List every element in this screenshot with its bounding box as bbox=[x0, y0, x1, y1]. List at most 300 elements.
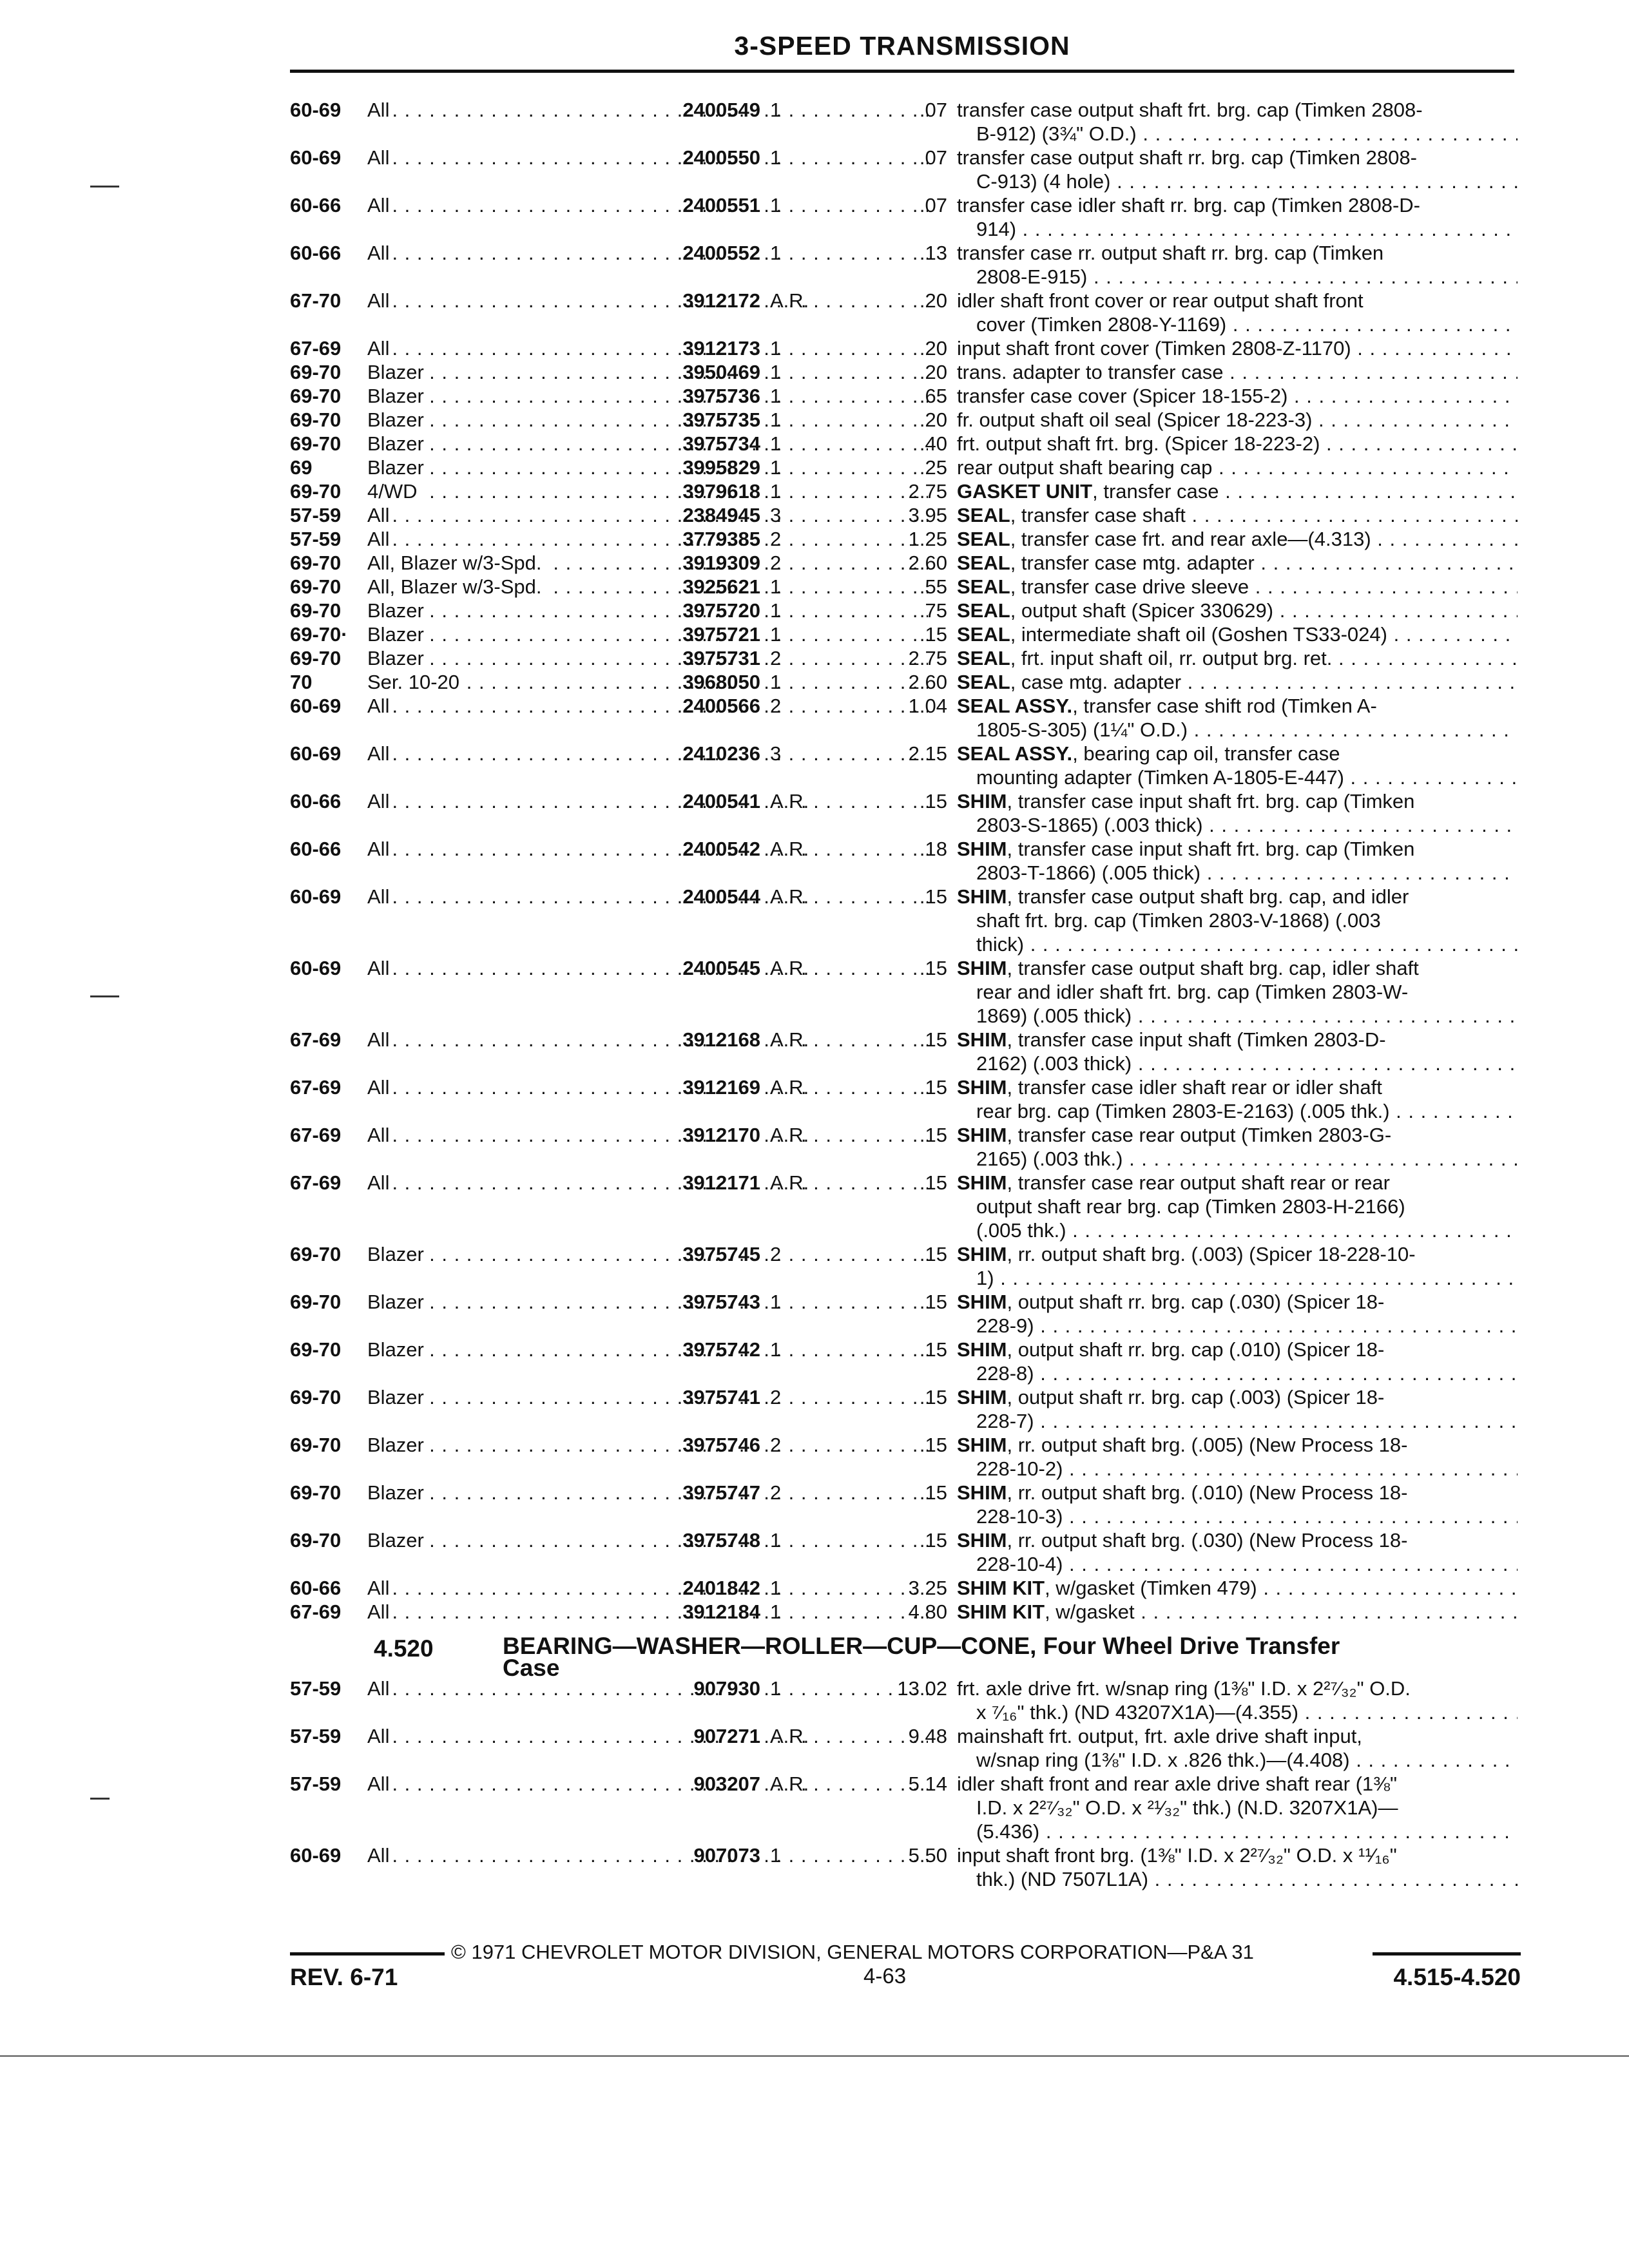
copyright-notice: © 1971 CHEVROLET MOTOR DIVISION, GENERAL MOTORS CORPORATION—P&A 31 bbox=[451, 1941, 1254, 1963]
row-years: 69-70 bbox=[290, 1434, 342, 1456]
description-keyword: SHIM bbox=[957, 1171, 1007, 1194]
row-application bbox=[367, 670, 928, 694]
description-line: SHIM KIT, w/gasket . . . bbox=[957, 1600, 1518, 1624]
row-quantity: 1 bbox=[770, 1843, 841, 1867]
row-price: 3.25 bbox=[908, 1577, 947, 1599]
description-keyword: SHIM KIT bbox=[957, 1600, 1045, 1623]
row-quantity: 1 bbox=[770, 456, 841, 479]
table-row bbox=[290, 360, 1527, 384]
row-years: 60-69 bbox=[290, 742, 342, 765]
row-application bbox=[367, 146, 928, 169]
description-keyword: SHIM bbox=[957, 1529, 1007, 1552]
row-description bbox=[957, 1433, 1518, 1481]
description-keyword: SEAL bbox=[957, 671, 1010, 693]
row-years: 69-70 bbox=[290, 1529, 342, 1552]
row-quantity: A.R. bbox=[770, 789, 841, 813]
row-price: .75 bbox=[919, 599, 947, 622]
row-application bbox=[367, 551, 928, 575]
page-title: 3-SPEED TRANSMISSION bbox=[734, 31, 1070, 61]
row-part-number: 3912171 bbox=[651, 1171, 760, 1195]
row-quantity: 2 bbox=[770, 1242, 841, 1266]
description-keyword: SHIM bbox=[957, 1124, 1007, 1146]
table-row bbox=[290, 527, 1527, 551]
row-part-number: 3950469 bbox=[651, 360, 760, 384]
row-application bbox=[367, 1481, 928, 1504]
row-application-text: All bbox=[367, 1028, 393, 1051]
row-quantity: 3 bbox=[770, 503, 841, 527]
row-application bbox=[367, 694, 928, 718]
row-application bbox=[367, 98, 928, 122]
description-line: SHIM, rr. output shaft brg. (.030) (New Process 18- bbox=[957, 1529, 1408, 1552]
row-application bbox=[367, 1385, 928, 1409]
description-line: 2165) (.003 thk.) . . . bbox=[957, 1147, 1518, 1171]
row-description bbox=[957, 408, 1518, 432]
row-quantity: A.R. bbox=[770, 885, 841, 908]
row-years: 69-70 bbox=[290, 361, 342, 383]
row-years: 69-70 bbox=[290, 1386, 342, 1408]
description-line: idler shaft front cover or rear output shaft front bbox=[957, 289, 1364, 312]
row-application bbox=[367, 1123, 928, 1147]
row-price: .15 bbox=[919, 623, 947, 646]
row-description bbox=[957, 646, 1518, 670]
description-line: rear and idler shaft frt. brg. cap (Timken 2803-W- bbox=[976, 981, 1409, 1003]
row-part-number: 2400551 bbox=[651, 193, 760, 217]
row-years: 69-70 bbox=[290, 1481, 342, 1504]
row-application bbox=[367, 456, 928, 479]
table-row bbox=[290, 408, 1527, 432]
row-quantity: 1 bbox=[770, 1528, 841, 1552]
description-line: mainshaft frt. output, frt. axle drive shaft input, bbox=[957, 1725, 1362, 1747]
table-row bbox=[290, 885, 1527, 956]
row-application bbox=[367, 384, 928, 408]
description-line: mounting adapter (Timken A-1805-E-447) . . . bbox=[957, 765, 1518, 789]
description-keyword: SHIM bbox=[957, 838, 1007, 860]
row-application-text: All bbox=[367, 504, 393, 526]
row-application bbox=[367, 1600, 928, 1624]
description-line: input shaft front brg. (1⅜" I.D. x 2²⁷⁄₃₂" O.D. x ¹¹⁄₁₆" bbox=[957, 1844, 1397, 1867]
row-price: .13 bbox=[919, 242, 947, 264]
description-keyword: SEAL bbox=[957, 623, 1010, 646]
row-price: .20 bbox=[919, 408, 947, 431]
description-keyword: SEAL bbox=[957, 647, 1010, 669]
description-line: SHIM, transfer case output shaft brg. cap, and idler bbox=[957, 885, 1409, 908]
row-quantity: A.R. bbox=[770, 1171, 841, 1195]
row-application bbox=[367, 432, 928, 456]
row-application bbox=[367, 1075, 928, 1099]
row-quantity: 1 bbox=[770, 98, 841, 122]
row-part-number: 3979618 bbox=[651, 479, 760, 503]
row-price: .65 bbox=[919, 385, 947, 407]
row-application bbox=[367, 241, 928, 265]
description-line: x ⁷⁄₁₆" thk.) (ND 43207X1A)—(4.355) . . . bbox=[957, 1700, 1518, 1724]
row-application bbox=[367, 1242, 928, 1266]
description-line: SHIM, output shaft rr. brg. cap (.003) (Spicer 18- bbox=[957, 1386, 1385, 1408]
description-line: output shaft rear brg. cap (Timken 2803-H-2166) bbox=[976, 1195, 1405, 1218]
row-years: 67-70 bbox=[290, 289, 342, 312]
row-price: .07 bbox=[919, 99, 947, 121]
row-years: 60-66 bbox=[290, 194, 342, 216]
row-part-number: 3975745 bbox=[651, 1242, 760, 1266]
description-keyword: SHIM bbox=[957, 957, 1007, 979]
row-description bbox=[957, 1338, 1518, 1385]
description-line: SHIM, transfer case output shaft brg. cap, idler shaft bbox=[957, 957, 1419, 979]
row-description bbox=[957, 1576, 1518, 1600]
row-part-number: 2384945 bbox=[651, 503, 760, 527]
description-line: I.D. x 2²⁷⁄₃₂" O.D. x ²¹⁄₃₂" thk.) (N.D. 3207X1A)— bbox=[976, 1796, 1398, 1819]
row-price: .25 bbox=[919, 456, 947, 479]
row-years: 67-69 bbox=[290, 1600, 342, 1623]
description-line: SHIM, rr. output shaft brg. (.003) (Spicer 18-228-10- bbox=[957, 1243, 1416, 1265]
row-application-text: All bbox=[367, 742, 393, 765]
row-quantity: A.R. bbox=[770, 1028, 841, 1052]
row-description bbox=[957, 670, 1518, 694]
row-description bbox=[957, 742, 1518, 789]
row-quantity: 2 bbox=[770, 551, 841, 575]
row-application bbox=[367, 1028, 928, 1052]
row-description bbox=[957, 336, 1518, 360]
row-years: 67-69 bbox=[290, 1076, 342, 1099]
row-price: .15 bbox=[919, 885, 947, 908]
row-part-number: 2401842 bbox=[651, 1576, 760, 1600]
row-application-text: All bbox=[367, 957, 393, 979]
table-row bbox=[290, 1123, 1527, 1171]
row-part-number: 3975741 bbox=[651, 1385, 760, 1409]
description-line: SEAL, transfer case drive sleeve . . . bbox=[957, 575, 1518, 599]
row-part-number: 2400545 bbox=[651, 956, 760, 980]
row-description bbox=[957, 146, 1518, 193]
row-price: 5.14 bbox=[908, 1773, 947, 1795]
row-years: 57-59 bbox=[290, 1677, 342, 1700]
row-price: 3.95 bbox=[908, 504, 947, 526]
table-row bbox=[290, 622, 1527, 646]
description-line: SEAL, frt. input shaft oil, rr. output brg. ret. . . . bbox=[957, 646, 1518, 670]
description-keyword: SEAL bbox=[957, 528, 1010, 550]
description-keyword: SEAL bbox=[957, 504, 1010, 526]
table-row bbox=[290, 1724, 1527, 1772]
description-line: 1869) (.005 thick) . . . bbox=[957, 1004, 1518, 1028]
row-quantity: 1 bbox=[770, 599, 841, 622]
row-application-text: All bbox=[367, 1577, 393, 1599]
table-row bbox=[290, 289, 1527, 336]
table-row bbox=[290, 384, 1527, 408]
row-quantity: 2 bbox=[770, 527, 841, 551]
row-application-text: All bbox=[367, 528, 393, 550]
row-description bbox=[957, 503, 1518, 527]
row-price: .15 bbox=[919, 1124, 947, 1146]
footer-rule-right bbox=[1373, 1952, 1521, 1956]
row-quantity: 3 bbox=[770, 742, 841, 765]
header-rule bbox=[290, 70, 1514, 73]
description-line: 2162) (.003 thick) . . . bbox=[957, 1052, 1518, 1075]
row-application-text: Blazer bbox=[367, 361, 428, 383]
description-line: SHIM, rr. output shaft brg. (.005) (New Process 18- bbox=[957, 1434, 1408, 1456]
description-line: SEAL, transfer case mtg. adapter . . . bbox=[957, 551, 1518, 575]
row-application-text: All bbox=[367, 1844, 393, 1867]
row-application bbox=[367, 193, 928, 217]
row-price: 5.50 bbox=[908, 1844, 947, 1867]
row-part-number: 3912170 bbox=[651, 1123, 760, 1147]
row-years: 69-70 bbox=[290, 1243, 342, 1265]
row-years: 70 bbox=[290, 671, 313, 693]
row-years: 57-59 bbox=[290, 504, 342, 526]
row-price: 2.15 bbox=[908, 742, 947, 765]
description-line: 228-9) . . . bbox=[957, 1314, 1518, 1338]
description-keyword: SHIM KIT bbox=[957, 1577, 1045, 1599]
row-application-text: Blazer bbox=[367, 432, 428, 455]
row-description bbox=[957, 1171, 1518, 1242]
row-application-text: Blazer bbox=[367, 408, 428, 431]
table-row bbox=[290, 670, 1527, 694]
row-quantity: A.R. bbox=[770, 837, 841, 861]
row-part-number: 3912168 bbox=[651, 1028, 760, 1052]
row-application-text: Blazer bbox=[367, 1243, 428, 1265]
row-description bbox=[957, 694, 1518, 742]
row-price: .20 bbox=[919, 361, 947, 383]
row-part-number: 2400542 bbox=[651, 837, 760, 861]
description-line: 914) . . . bbox=[957, 217, 1518, 241]
description-line: shaft frt. brg. cap (Timken 2803-V-1868) (.003 bbox=[976, 909, 1381, 932]
row-part-number: 2400549 bbox=[651, 98, 760, 122]
description-line: transfer case idler shaft rr. brg. cap (Timken 2808-D- bbox=[957, 194, 1421, 216]
row-years: 60-66 bbox=[290, 242, 342, 264]
row-years: 60-69 bbox=[290, 99, 342, 121]
row-part-number: 3975731 bbox=[651, 646, 760, 670]
description-line: SHIM, transfer case rear output (Timken 2803-G- bbox=[957, 1124, 1392, 1146]
description-line: 1805-S-305) (1¼" O.D.) . . . bbox=[957, 718, 1518, 742]
table-row bbox=[290, 1028, 1527, 1075]
table-row bbox=[290, 1600, 1527, 1624]
table-row bbox=[290, 1772, 1527, 1843]
row-quantity: 2 bbox=[770, 1385, 841, 1409]
row-price: .15 bbox=[919, 1243, 947, 1265]
row-application-text: Blazer bbox=[367, 1529, 428, 1552]
table-row bbox=[290, 742, 1527, 789]
row-quantity: A.R. bbox=[770, 1075, 841, 1099]
row-application-text: All bbox=[367, 289, 393, 312]
description-line: SEAL ASSY., transfer case shift rod (Timken A- bbox=[957, 695, 1377, 717]
description-keyword: SHIM bbox=[957, 1076, 1007, 1099]
description-line: SHIM, output shaft rr. brg. cap (.030) (Spicer 18- bbox=[957, 1291, 1385, 1313]
row-application-text: 4/WD bbox=[367, 480, 421, 503]
row-application bbox=[367, 1772, 928, 1796]
row-description bbox=[957, 551, 1518, 575]
row-part-number: 3975743 bbox=[651, 1290, 760, 1314]
table-row bbox=[290, 789, 1527, 837]
table-row bbox=[290, 599, 1527, 622]
row-application bbox=[367, 622, 928, 646]
row-years: 69-70 bbox=[290, 480, 342, 503]
row-quantity: 1 bbox=[770, 1600, 841, 1624]
table-row bbox=[290, 1171, 1527, 1242]
row-application-text: Blazer bbox=[367, 599, 428, 622]
table-row bbox=[290, 1528, 1527, 1576]
description-line: 228-10-2) . . . bbox=[957, 1457, 1518, 1481]
row-quantity: 1 bbox=[770, 360, 841, 384]
row-application bbox=[367, 1528, 928, 1552]
table-row bbox=[290, 336, 1527, 360]
row-years: 57-59 bbox=[290, 1773, 342, 1795]
row-years: 69-70 bbox=[290, 1291, 342, 1313]
table-row bbox=[290, 241, 1527, 289]
description-keyword: SHIM bbox=[957, 1481, 1007, 1504]
table-row bbox=[290, 503, 1527, 527]
table-row bbox=[290, 1075, 1527, 1123]
row-application bbox=[367, 646, 928, 670]
row-part-number: 3975747 bbox=[651, 1481, 760, 1504]
row-part-number: 907073 bbox=[651, 1843, 760, 1867]
row-description bbox=[957, 1290, 1518, 1338]
description-line: SHIM, transfer case rear output shaft rear or rear bbox=[957, 1171, 1390, 1194]
description-line: thick) . . . bbox=[957, 932, 1518, 956]
parts-list bbox=[290, 98, 1527, 1891]
section-number: 4.520 bbox=[374, 1635, 434, 1662]
row-price: .15 bbox=[919, 790, 947, 812]
row-price: 2.75 bbox=[908, 480, 947, 503]
row-quantity: A.R. bbox=[770, 1772, 841, 1796]
row-application bbox=[367, 837, 928, 861]
row-years: 57-59 bbox=[290, 1725, 342, 1747]
row-years: 69-70 bbox=[290, 575, 342, 598]
section-range: 4.515-4.520 bbox=[1393, 1964, 1521, 1990]
description-line: GASKET UNIT, transfer case . . . bbox=[957, 479, 1518, 503]
row-description bbox=[957, 1075, 1518, 1123]
section-title-line: BEARING—WASHER—ROLLER—CUP—CONE, Four Wheel Drive Transfer bbox=[503, 1633, 1340, 1659]
row-quantity: 1 bbox=[770, 241, 841, 265]
row-application-text: Blazer bbox=[367, 1386, 428, 1408]
row-application-text: All bbox=[367, 1677, 393, 1700]
row-quantity: 1 bbox=[770, 575, 841, 599]
row-price: 1.25 bbox=[908, 528, 947, 550]
row-application-text: Blazer bbox=[367, 1291, 428, 1313]
row-quantity: A.R. bbox=[770, 289, 841, 312]
row-years: 69-70 bbox=[290, 599, 342, 622]
description-keyword: SHIM bbox=[957, 885, 1007, 908]
description-line: SEAL ASSY., bearing cap oil, transfer case bbox=[957, 742, 1340, 765]
row-quantity: 2 bbox=[770, 646, 841, 670]
row-application-text: All bbox=[367, 885, 393, 908]
table-row bbox=[290, 1242, 1527, 1290]
description-line: SEAL, output shaft (Spicer 330629) . . . bbox=[957, 599, 1518, 622]
row-description bbox=[957, 789, 1518, 837]
table-row bbox=[290, 956, 1527, 1028]
row-application bbox=[367, 503, 928, 527]
row-part-number: 903207 bbox=[651, 1772, 760, 1796]
row-price: .07 bbox=[919, 146, 947, 169]
row-description bbox=[957, 599, 1518, 622]
row-price: .15 bbox=[919, 1529, 947, 1552]
description-line: (.005 thk.) . . . bbox=[957, 1218, 1518, 1242]
description-line: fr. output shaft oil seal (Spicer 18-223-3) . . . bbox=[957, 408, 1518, 432]
description-line: SHIM, transfer case input shaft frt. brg. cap (Timken bbox=[957, 838, 1415, 860]
description-line: (5.436) . . . bbox=[957, 1820, 1518, 1843]
row-description bbox=[957, 241, 1518, 289]
description-line: 2803-T-1866) (.005 thick) . . . bbox=[957, 861, 1518, 885]
row-application bbox=[367, 1576, 928, 1600]
row-application-text: Blazer bbox=[367, 385, 428, 407]
row-description bbox=[957, 1385, 1518, 1433]
table-row bbox=[290, 432, 1527, 456]
description-keyword: SEAL bbox=[957, 599, 1010, 622]
row-description bbox=[957, 575, 1518, 599]
row-quantity: 1 bbox=[770, 336, 841, 360]
description-line: rear brg. cap (Timken 2803-E-2163) (.005 thk.) . . . bbox=[957, 1099, 1518, 1123]
description-line: SHIM, transfer case input shaft (Timken 2803-D- bbox=[957, 1028, 1386, 1051]
row-application bbox=[367, 527, 928, 551]
description-line: SEAL, transfer case frt. and rear axle—(4.313) . . . bbox=[957, 527, 1518, 551]
row-price: .18 bbox=[919, 838, 947, 860]
row-quantity: 1 bbox=[770, 146, 841, 169]
row-description bbox=[957, 456, 1518, 479]
row-part-number: 3975746 bbox=[651, 1433, 760, 1457]
description-line: SHIM, transfer case input shaft frt. brg. cap (Timken bbox=[957, 790, 1415, 812]
description-keyword: GASKET UNIT bbox=[957, 480, 1093, 503]
row-application bbox=[367, 956, 928, 980]
row-description bbox=[957, 289, 1518, 336]
row-price: .15 bbox=[919, 1028, 947, 1051]
row-description bbox=[957, 1242, 1518, 1290]
description-line: 228-10-4) . . . bbox=[957, 1552, 1518, 1576]
row-price: .15 bbox=[919, 1171, 947, 1194]
row-application-text: Blazer bbox=[367, 1434, 428, 1456]
row-price: .40 bbox=[919, 432, 947, 455]
row-part-number: 3968050 bbox=[651, 670, 760, 694]
margin-mark bbox=[90, 995, 119, 997]
row-application bbox=[367, 408, 928, 432]
row-quantity: 1 bbox=[770, 1290, 841, 1314]
row-description bbox=[957, 1677, 1518, 1724]
table-row bbox=[290, 1290, 1527, 1338]
row-price: .55 bbox=[919, 575, 947, 598]
row-application bbox=[367, 1338, 928, 1361]
description-keyword: SHIM bbox=[957, 1386, 1007, 1408]
row-application-text: All bbox=[367, 1124, 393, 1146]
row-quantity: 2 bbox=[770, 1433, 841, 1457]
row-application-text: Ser. 10-20 bbox=[367, 671, 463, 693]
row-years: 69-70 bbox=[290, 385, 342, 407]
row-years: 69-70 bbox=[290, 552, 342, 574]
description-line: SEAL, transfer case shaft . . . bbox=[957, 503, 1518, 527]
description-line: C-913) (4 hole) . . . bbox=[957, 169, 1518, 193]
row-quantity: 1 bbox=[770, 1677, 841, 1700]
table-row bbox=[290, 646, 1527, 670]
description-keyword: SHIM bbox=[957, 790, 1007, 812]
description-keyword: SEAL bbox=[957, 575, 1010, 598]
description-keyword: SHIM bbox=[957, 1028, 1007, 1051]
row-application-text: All bbox=[367, 1725, 393, 1747]
description-line: input shaft front cover (Timken 2808-Z-1170) . . . bbox=[957, 336, 1518, 360]
row-application-text: All bbox=[367, 790, 393, 812]
description-line: 1) . . . bbox=[957, 1266, 1518, 1290]
row-application-text: All bbox=[367, 337, 393, 360]
row-application-text: All, Blazer w/3-Spd. bbox=[367, 575, 546, 598]
row-application-text: All bbox=[367, 146, 393, 169]
row-application bbox=[367, 742, 928, 765]
row-part-number: 907271 bbox=[651, 1724, 760, 1748]
row-application bbox=[367, 1433, 928, 1457]
description-line: w/snap ring (1⅜" I.D. x .826 thk.)—(4.408) . . . bbox=[957, 1748, 1518, 1772]
row-price: .15 bbox=[919, 1291, 947, 1313]
row-quantity: 1 bbox=[770, 670, 841, 694]
description-line: thk.) (ND 7507L1A) . . . bbox=[957, 1867, 1518, 1891]
description-keyword: SHIM bbox=[957, 1338, 1007, 1361]
bottom-rule bbox=[0, 2055, 1629, 2057]
row-years: 69-70 bbox=[290, 1338, 342, 1361]
row-quantity: 1 bbox=[770, 384, 841, 408]
description-line: frt. output shaft frt. brg. (Spicer 18-223-2) . . . bbox=[957, 432, 1518, 456]
table-row bbox=[290, 193, 1527, 241]
description-line: 228-10-3) . . . bbox=[957, 1504, 1518, 1528]
row-price: 4.80 bbox=[908, 1600, 947, 1623]
